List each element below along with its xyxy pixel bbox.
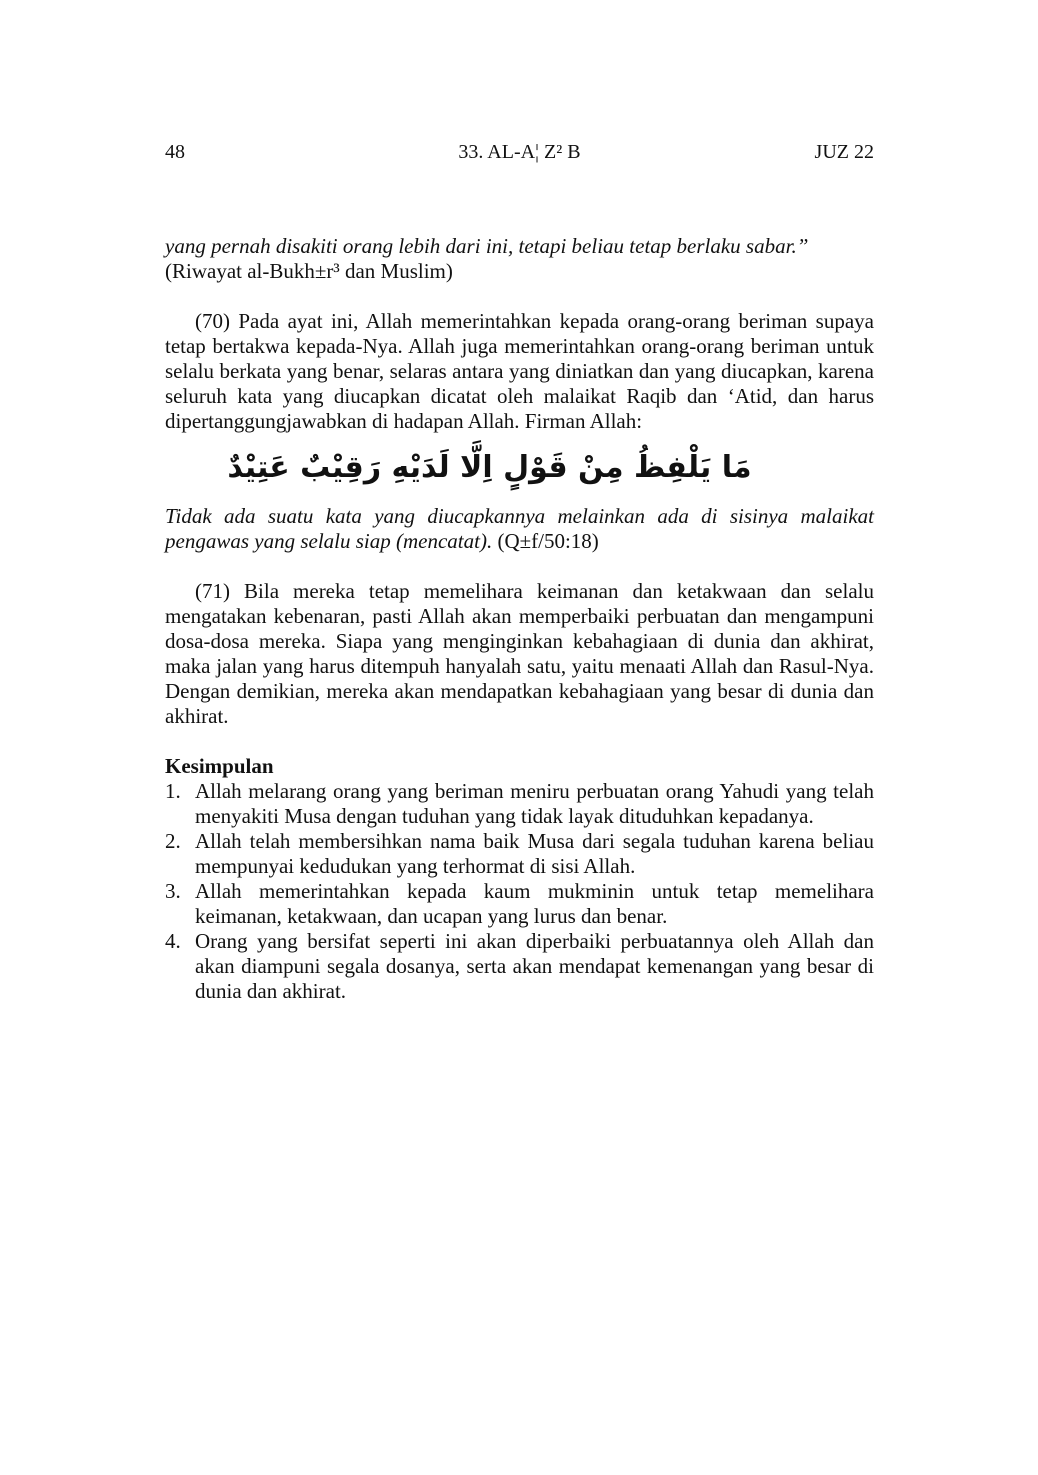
- list-item-text: Allah telah membersihkan nama baik Musa dari segala tuduhan karena beliau mempunyai kedudukan yang terhormat di sisi Allah.: [195, 829, 874, 878]
- list-item-text: Orang yang bersifat seperti ini akan diperbaiki perbuatannya oleh Allah dan akan diampuni segala dosanya, serta akan mendapat kemenangan yang besar di dunia dan akhirat.: [195, 929, 874, 1003]
- list-item-text: Allah melarang orang yang beriman meniru perbuatan orang Yahudi yang telah menyakiti Musa dengan tuduhan yang tidak layak dituduhkan kepadanya.: [195, 779, 874, 828]
- list-item: [165, 929, 874, 1004]
- list-item-text: Allah memerintahkan kepada kaum mukminin untuk tetap memelihara keimanan, ketakwaan, dan ucapan yang lurus dan benar.: [195, 879, 874, 928]
- list-item-number: 2.: [165, 829, 181, 853]
- paragraph-71: (71) Bila mereka tetap memelihara keimanan dan ketakwaan dan selalu mengatakan kebenaran, pasti Allah akan memperbaiki perbuatan dan mengampuni dosa-dosa mereka. Siapa yang menginginkan kebahagiaan di dunia dan akhirat, maka jalan yang harus ditempuh hanyalah satu, yaitu menaati Allah dan Rasul-Nya. Dengan demikian, mereka akan mendapatkan kebahagiaan yang besar di dunia dan akhirat.: [165, 579, 874, 728]
- verse-reference: (Q±f/50:18): [497, 529, 599, 553]
- page-number: 48: [165, 141, 185, 163]
- list-item: [165, 779, 874, 829]
- page: [165, 140, 874, 1004]
- verse-translation: Tidak ada suatu kata yang diucapkannya melainkan ada di sisinya malaikat pengawas yang selalu siap (mencatat).: [165, 504, 874, 553]
- hadith-source: (Riwayat al-Bukh±r³ dan Muslim): [165, 259, 453, 283]
- list-item-number: 1.: [165, 779, 181, 803]
- verse-translation-block: [165, 504, 874, 554]
- list-item: [165, 829, 874, 879]
- list-item-number: 3.: [165, 879, 181, 903]
- surah-title: 33. AL-A¦ Z² B: [458, 141, 581, 163]
- conclusion-list: [165, 779, 874, 1004]
- list-item-number: 4.: [165, 929, 181, 953]
- hadith-quote: yang pernah disakiti orang lebih dari ini, tetapi beliau tetap berlaku sabar.”: [165, 234, 809, 258]
- conclusion-heading: Kesimpulan: [165, 754, 274, 778]
- running-header: [165, 140, 874, 174]
- list-item: [165, 879, 874, 929]
- arabic-verse: مَا يَلْفِظُ مِنْ قَوْلٍ اِلَّا لَدَيْهِ رَقِيْبٌ عَتِيْدٌ: [227, 450, 752, 485]
- juz-label: JUZ 22: [814, 141, 874, 163]
- paragraph-70: (70) Pada ayat ini, Allah memerintahkan kepada orang-orang beriman supaya tetap bertakwa kepada-Nya. Allah juga memerintahkan orang-orang beriman untuk selalu berkata yang benar, selaras antara yang diniatkan dan yang diucapkan, karena seluruh kata yang diucapkan dicatat oleh malaikat Raqib dan ‘Atid, dan harus dipertanggungjawabkan di hadapan Allah. Firman Allah:: [165, 309, 874, 433]
